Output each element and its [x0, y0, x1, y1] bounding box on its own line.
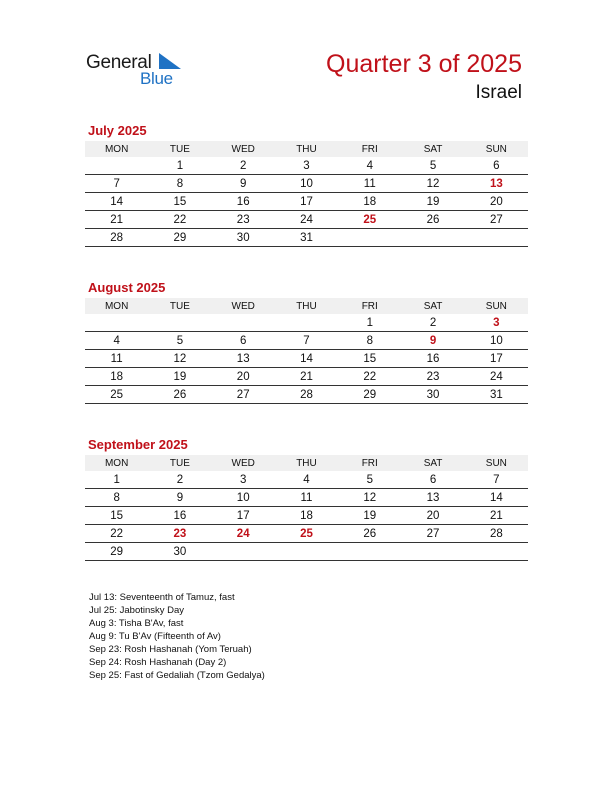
weekday-header: SUN: [465, 141, 528, 157]
day-cell: 24: [212, 525, 275, 543]
holiday-item: Sep 23: Rosh Hashanah (Yom Teruah): [89, 644, 252, 655]
day-cell: 29: [85, 543, 148, 561]
week-row: [85, 525, 528, 543]
week-row: [85, 211, 528, 229]
day-cell: 10: [212, 489, 275, 507]
week-row: [85, 471, 528, 489]
weekday-header: TUE: [148, 298, 211, 314]
day-cell: 24: [275, 211, 338, 229]
day-cell: 4: [275, 471, 338, 489]
day-cell: 18: [338, 193, 401, 211]
calendar-table: [85, 298, 528, 404]
day-cell: 26: [401, 211, 464, 229]
day-cell: 23: [148, 525, 211, 543]
week-row: [85, 543, 528, 561]
day-cell: 8: [338, 332, 401, 350]
day-cell: 16: [148, 507, 211, 525]
day-cell: 19: [401, 193, 464, 211]
holiday-item: Sep 25: Fast of Gedaliah (Tzom Gedalya): [89, 670, 265, 681]
day-cell: 20: [465, 193, 528, 211]
day-cell: 17: [212, 507, 275, 525]
day-cell: 17: [465, 350, 528, 368]
country-name: Israel: [475, 82, 522, 103]
holiday-item: Aug 3: Tisha B'Av, fast: [89, 618, 184, 629]
month-september: [85, 436, 528, 561]
day-cell: 31: [465, 386, 528, 404]
week-row: [85, 157, 528, 175]
month-title: September 2025: [88, 437, 188, 452]
day-cell: 2: [212, 157, 275, 175]
day-cell: 27: [212, 386, 275, 404]
holiday-item: Sep 24: Rosh Hashanah (Day 2): [89, 657, 227, 668]
day-cell: 12: [401, 175, 464, 193]
day-cell: 11: [85, 350, 148, 368]
day-cell: 6: [465, 157, 528, 175]
day-cell: 2: [148, 471, 211, 489]
day-cell: 16: [212, 193, 275, 211]
weekday-header: SAT: [401, 455, 464, 471]
weekday-header: THU: [275, 141, 338, 157]
day-cell: 6: [401, 471, 464, 489]
day-cell: 7: [465, 471, 528, 489]
empty-day-cell: [465, 543, 528, 561]
empty-day-cell: [401, 229, 464, 247]
day-cell: 18: [275, 507, 338, 525]
day-cell: 30: [401, 386, 464, 404]
empty-day-cell: [85, 157, 148, 175]
day-cell: 12: [338, 489, 401, 507]
weekday-header: SUN: [465, 455, 528, 471]
day-cell: 1: [85, 471, 148, 489]
empty-day-cell: [85, 314, 148, 332]
day-cell: 13: [465, 175, 528, 193]
day-cell: 28: [85, 229, 148, 247]
weekday-header-row: [85, 298, 528, 314]
day-cell: 1: [148, 157, 211, 175]
day-cell: 5: [401, 157, 464, 175]
weekday-header: MON: [85, 298, 148, 314]
week-row: [85, 489, 528, 507]
empty-day-cell: [212, 543, 275, 561]
weekday-header: FRI: [338, 298, 401, 314]
day-cell: 15: [338, 350, 401, 368]
day-cell: 30: [212, 229, 275, 247]
day-cell: 5: [338, 471, 401, 489]
day-cell: 23: [401, 368, 464, 386]
day-cell: 15: [148, 193, 211, 211]
page-title: Quarter 3 of 2025: [326, 50, 522, 78]
day-cell: 11: [338, 175, 401, 193]
logo-word-general: General: [86, 52, 152, 73]
weekday-header: THU: [275, 298, 338, 314]
weekday-header: MON: [85, 141, 148, 157]
empty-day-cell: [148, 314, 211, 332]
day-cell: 1: [338, 314, 401, 332]
day-cell: 29: [148, 229, 211, 247]
weekday-header: WED: [212, 298, 275, 314]
day-cell: 30: [148, 543, 211, 561]
weekday-header: TUE: [148, 455, 211, 471]
day-cell: 25: [275, 525, 338, 543]
weekday-header: SAT: [401, 141, 464, 157]
day-cell: 28: [465, 525, 528, 543]
day-cell: 14: [465, 489, 528, 507]
logo-flag-icon: [159, 53, 181, 69]
logo-word-blue: Blue: [140, 69, 173, 88]
day-cell: 3: [465, 314, 528, 332]
generalblue-logo: [86, 50, 196, 90]
day-cell: 24: [465, 368, 528, 386]
day-cell: 20: [212, 368, 275, 386]
calendar-table: [85, 141, 528, 247]
empty-day-cell: [465, 229, 528, 247]
month-title: August 2025: [88, 280, 166, 295]
day-cell: 14: [275, 350, 338, 368]
day-cell: 27: [401, 525, 464, 543]
weekday-header: WED: [212, 141, 275, 157]
weekday-header: THU: [275, 455, 338, 471]
weekday-header: MON: [85, 455, 148, 471]
empty-day-cell: [401, 543, 464, 561]
week-row: [85, 368, 528, 386]
day-cell: 22: [148, 211, 211, 229]
day-cell: 3: [275, 157, 338, 175]
calendar-table: [85, 455, 528, 561]
day-cell: 22: [338, 368, 401, 386]
day-cell: 31: [275, 229, 338, 247]
week-row: [85, 175, 528, 193]
day-cell: 6: [212, 332, 275, 350]
weekday-header-row: [85, 141, 528, 157]
day-cell: 22: [85, 525, 148, 543]
empty-day-cell: [212, 314, 275, 332]
holiday-item: Jul 13: Seventeenth of Tamuz, fast: [89, 592, 235, 603]
day-cell: 21: [85, 211, 148, 229]
day-cell: 26: [338, 525, 401, 543]
empty-day-cell: [275, 543, 338, 561]
weekday-header-row: [85, 455, 528, 471]
day-cell: 26: [148, 386, 211, 404]
day-cell: 2: [401, 314, 464, 332]
weekday-header: SUN: [465, 298, 528, 314]
week-row: [85, 386, 528, 404]
weekday-header: WED: [212, 455, 275, 471]
day-cell: 29: [338, 386, 401, 404]
day-cell: 10: [275, 175, 338, 193]
day-cell: 25: [338, 211, 401, 229]
day-cell: 21: [275, 368, 338, 386]
day-cell: 28: [275, 386, 338, 404]
holiday-list: [89, 591, 265, 682]
day-cell: 10: [465, 332, 528, 350]
day-cell: 7: [275, 332, 338, 350]
empty-day-cell: [338, 229, 401, 247]
day-cell: 14: [85, 193, 148, 211]
day-cell: 19: [148, 368, 211, 386]
day-cell: 20: [401, 507, 464, 525]
day-cell: 5: [148, 332, 211, 350]
day-cell: 15: [85, 507, 148, 525]
day-cell: 11: [275, 489, 338, 507]
weekday-header: TUE: [148, 141, 211, 157]
day-cell: 9: [401, 332, 464, 350]
day-cell: 4: [338, 157, 401, 175]
weekday-header: SAT: [401, 298, 464, 314]
day-cell: 3: [212, 471, 275, 489]
week-row: [85, 350, 528, 368]
empty-day-cell: [338, 543, 401, 561]
weekday-header: FRI: [338, 455, 401, 471]
day-cell: 7: [85, 175, 148, 193]
week-row: [85, 314, 528, 332]
weekday-header: FRI: [338, 141, 401, 157]
week-row: [85, 193, 528, 211]
holiday-item: Aug 9: Tu B'Av (Fifteenth of Av): [89, 631, 221, 642]
day-cell: 19: [338, 507, 401, 525]
day-cell: 27: [465, 211, 528, 229]
month-july: [85, 122, 528, 247]
day-cell: 13: [401, 489, 464, 507]
week-row: [85, 507, 528, 525]
day-cell: 9: [212, 175, 275, 193]
month-august: [85, 279, 528, 404]
day-cell: 4: [85, 332, 148, 350]
day-cell: 25: [85, 386, 148, 404]
day-cell: 16: [401, 350, 464, 368]
day-cell: 13: [212, 350, 275, 368]
day-cell: 23: [212, 211, 275, 229]
empty-day-cell: [275, 314, 338, 332]
week-row: [85, 229, 528, 247]
day-cell: 17: [275, 193, 338, 211]
day-cell: 8: [148, 175, 211, 193]
holiday-item: Jul 25: Jabotinsky Day: [89, 605, 185, 616]
day-cell: 21: [465, 507, 528, 525]
day-cell: 18: [85, 368, 148, 386]
day-cell: 8: [85, 489, 148, 507]
day-cell: 12: [148, 350, 211, 368]
week-row: [85, 332, 528, 350]
day-cell: 9: [148, 489, 211, 507]
month-title: July 2025: [88, 123, 147, 138]
